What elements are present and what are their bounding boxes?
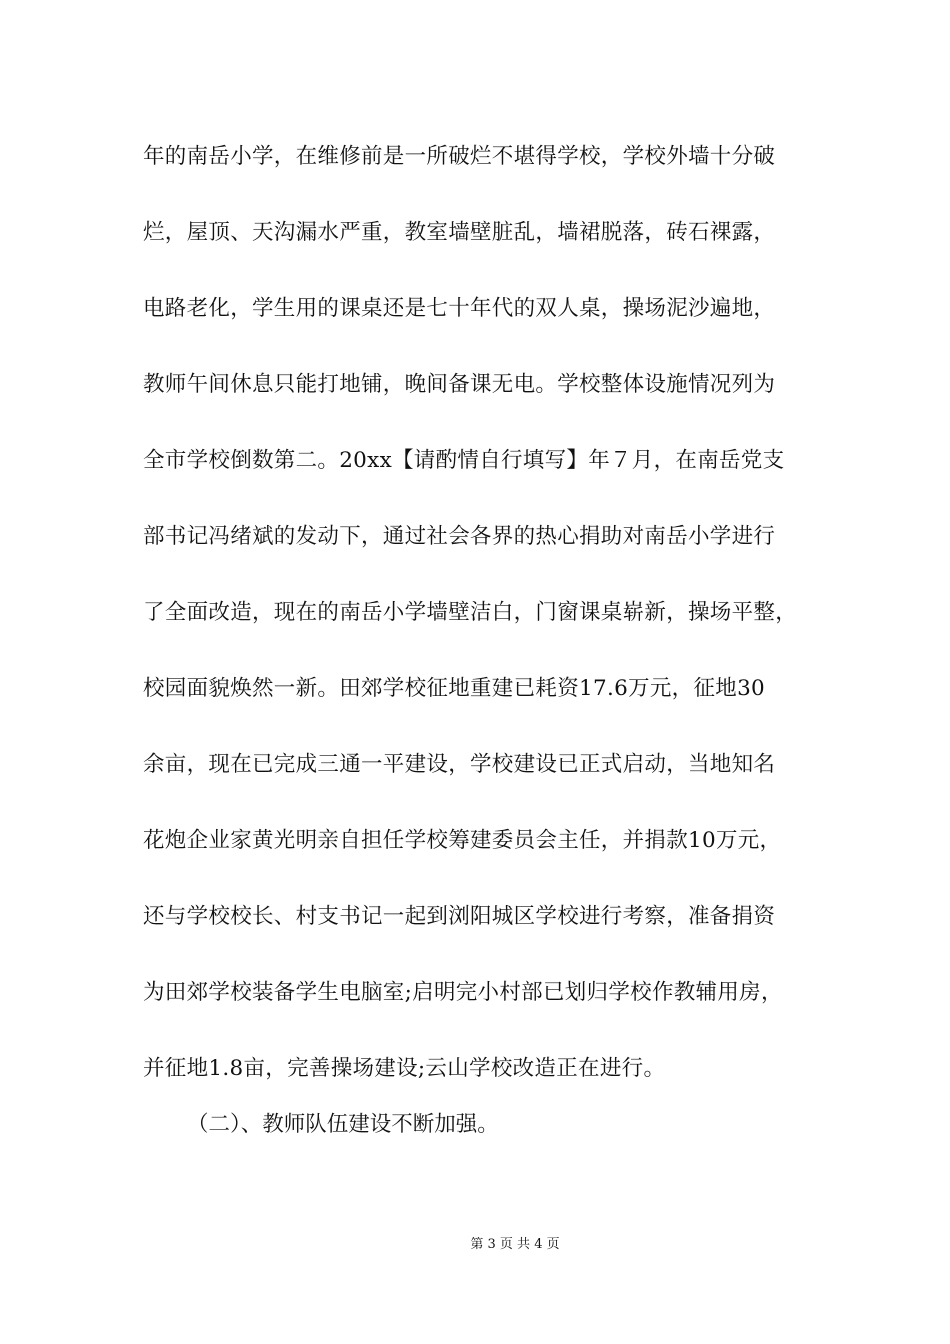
body-paragraph — [143, 135, 833, 1123]
text-line-2: 烂，屋顶、天沟漏水严重，教室墙壁脏乱，墙裙脱落，砖石裸露， — [143, 220, 776, 245]
text-line-7: 了全面改造，现在的南岳小学墙壁洁白，门窗课桌崭新，操场平整， — [143, 600, 798, 625]
text-line-8: 校园面貌焕然一新。田郊学校征地重建已耗资17.6万元，征地30 — [143, 676, 766, 701]
page-number-footer: 第 3 页 共 4 页 — [470, 1237, 560, 1252]
text-line-9: 余亩，现在已完成三通一平建设，学校建设已正式启动，当地知名 — [143, 752, 776, 777]
text-line-1: 年的南岳小学，在维修前是一所破烂不堪得学校，学校外墙十分破 — [143, 144, 776, 169]
text-line-5: 全市学校倒数第二。20xx【请酌情自行填写】年７月，在南岳党支 — [143, 448, 785, 473]
text-line-3: 电路老化，学生用的课桌还是七十年代的双人桌，操场泥沙遍地， — [143, 296, 776, 321]
text-line-6: 部书记冯绪斌的发动下，通过社会各界的热心捐助对南岳小学进行 — [143, 524, 776, 549]
text-line-12: 为田郊学校装备学生电脑室;启明完小村部已划归学校作教辅用房， — [143, 980, 783, 1005]
text-line-10: 花炮企业家黄光明亲自担任学校筹建委员会主任，并捐款10万元， — [143, 828, 782, 853]
text-line-4: 教师午间休息只能打地铺，晚间备课无电。学校整体设施情况列为 — [143, 372, 776, 397]
text-line-11: 还与学校校长、村支书记一起到浏阳城区学校进行考察，准备捐资 — [143, 904, 776, 929]
section-heading: （二）、教师队伍建设不断加强。 — [187, 1112, 499, 1137]
text-line-13: 并征地1.8亩，完善操场建设;云山学校改造正在进行。 — [143, 1056, 666, 1081]
